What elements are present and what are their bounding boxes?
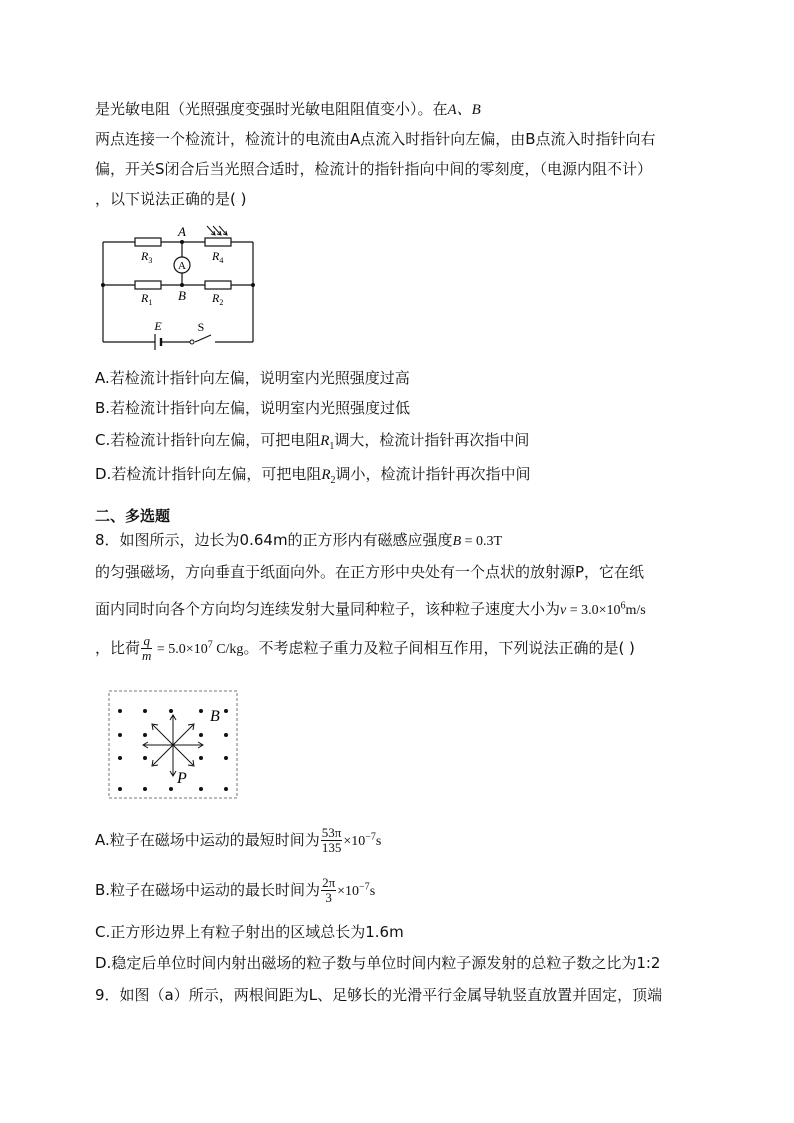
intro-line-2: 两点连接一个检流计，检流计的电流由A点流入时指针向左偏，由B点流入时指针向右 xyxy=(95,130,656,148)
q8-line-3: 面内同时向各个方向均匀连续发射大量同种粒子，该种粒子速度大小为$v = 3.0\times 10^6m/s$ xyxy=(95,600,646,618)
q8-option-c: C.正方形边界上有粒子射出的区域总长为1.6m xyxy=(95,923,404,941)
meter-label: A xyxy=(178,260,186,272)
circuit-diagram xyxy=(95,222,270,352)
resistor-r4 xyxy=(205,238,231,246)
section-heading: 二、多选题 xyxy=(95,507,171,525)
q8-option-b: B.粒子在磁场中运动的最长时间为 $\frac{2\pi}{3}$ $\times 10^{-7}s$ xyxy=(95,875,376,905)
intro-text-1: 是光敏电阻（光照强度变强时光敏电阻阻值变小）。在 xyxy=(95,100,448,118)
q7-option-d: D.若检流计指针向左偏，可把电阻$R_2$调小，检流计指针再次指中间 xyxy=(95,465,531,486)
q7-option-a: A.若检流计指针向左偏，说明室内光照强度过高 xyxy=(95,369,410,387)
intro-line-1 xyxy=(95,98,481,121)
light-arrows-icon xyxy=(207,226,227,235)
r3-label: $R_3$ xyxy=(141,249,153,265)
battery-label: E xyxy=(154,319,162,333)
magnetic-field-figure xyxy=(108,690,238,800)
charge-mass-ratio: $\frac{q}{m}$ xyxy=(142,633,152,663)
option-b-fraction: $\frac{2\pi}{3}$ xyxy=(322,875,336,905)
q7-option-b: B.若检流计指针向左偏，说明室内光照强度过低 xyxy=(95,399,411,417)
q7-option-c: C.若检流计指针向左偏，可把电阻$R_1$调大，检流计指针再次指中间 xyxy=(95,431,530,452)
q9-line-1: 9．如图（a）所示，两根间距为L、足够长的光滑平行金属导轨竖直放置并固定，顶端 xyxy=(95,986,663,1004)
switch-label: S xyxy=(197,320,205,334)
node-b-label: B xyxy=(178,288,186,303)
intro-line-4: ，以下说法正确的是( ) xyxy=(95,190,247,208)
resistor-r1 xyxy=(135,281,161,289)
source-p-label: P xyxy=(177,770,187,787)
option-a-fraction: $\frac{53\pi}{135}$ xyxy=(321,825,342,855)
node-a-label: A xyxy=(178,224,186,239)
q8-option-d: D.稳定后单位时间内射出磁场的粒子数与单位时间内粒子源发射的总粒子数之比为1:2 xyxy=(95,954,661,972)
q8-line-1: 8．如图所示，边长为0.64m的正方形内有磁感应强度B = 0.3T xyxy=(95,531,503,549)
q8-option-a: A.粒子在磁场中运动的最短时间为 $\frac{53\pi}{135}$ $\times 10^{-7}s$ xyxy=(95,825,382,855)
resistor-r2 xyxy=(205,281,231,289)
q8-line-4: ，比荷 $\frac{q}{m}$ = $5.0\times 10^7$ C/kg。不考虑粒子重力及粒子间相互作用，下列说法正确的是( ) xyxy=(95,633,635,663)
emission-arrows-icon xyxy=(143,715,203,776)
resistor-r3 xyxy=(135,238,161,246)
field-b-label: B xyxy=(210,708,220,725)
q8-line-2: 的匀强磁场，方向垂直于纸面向外。在正方形中央处有一个点状的放射源P，它在纸 xyxy=(95,563,645,581)
intro-line-3: 偏，开关S闭合后当光照合适时，检流计的指针指向中间的零刻度，（电源内阻不计） xyxy=(95,160,653,178)
points-ab: A、B xyxy=(447,102,481,118)
r1-label: $R_1$ xyxy=(141,291,153,307)
switch-contact xyxy=(190,340,194,344)
r4-label: $R_4$ xyxy=(212,249,224,265)
r2-label: $R_2$ xyxy=(212,291,224,307)
